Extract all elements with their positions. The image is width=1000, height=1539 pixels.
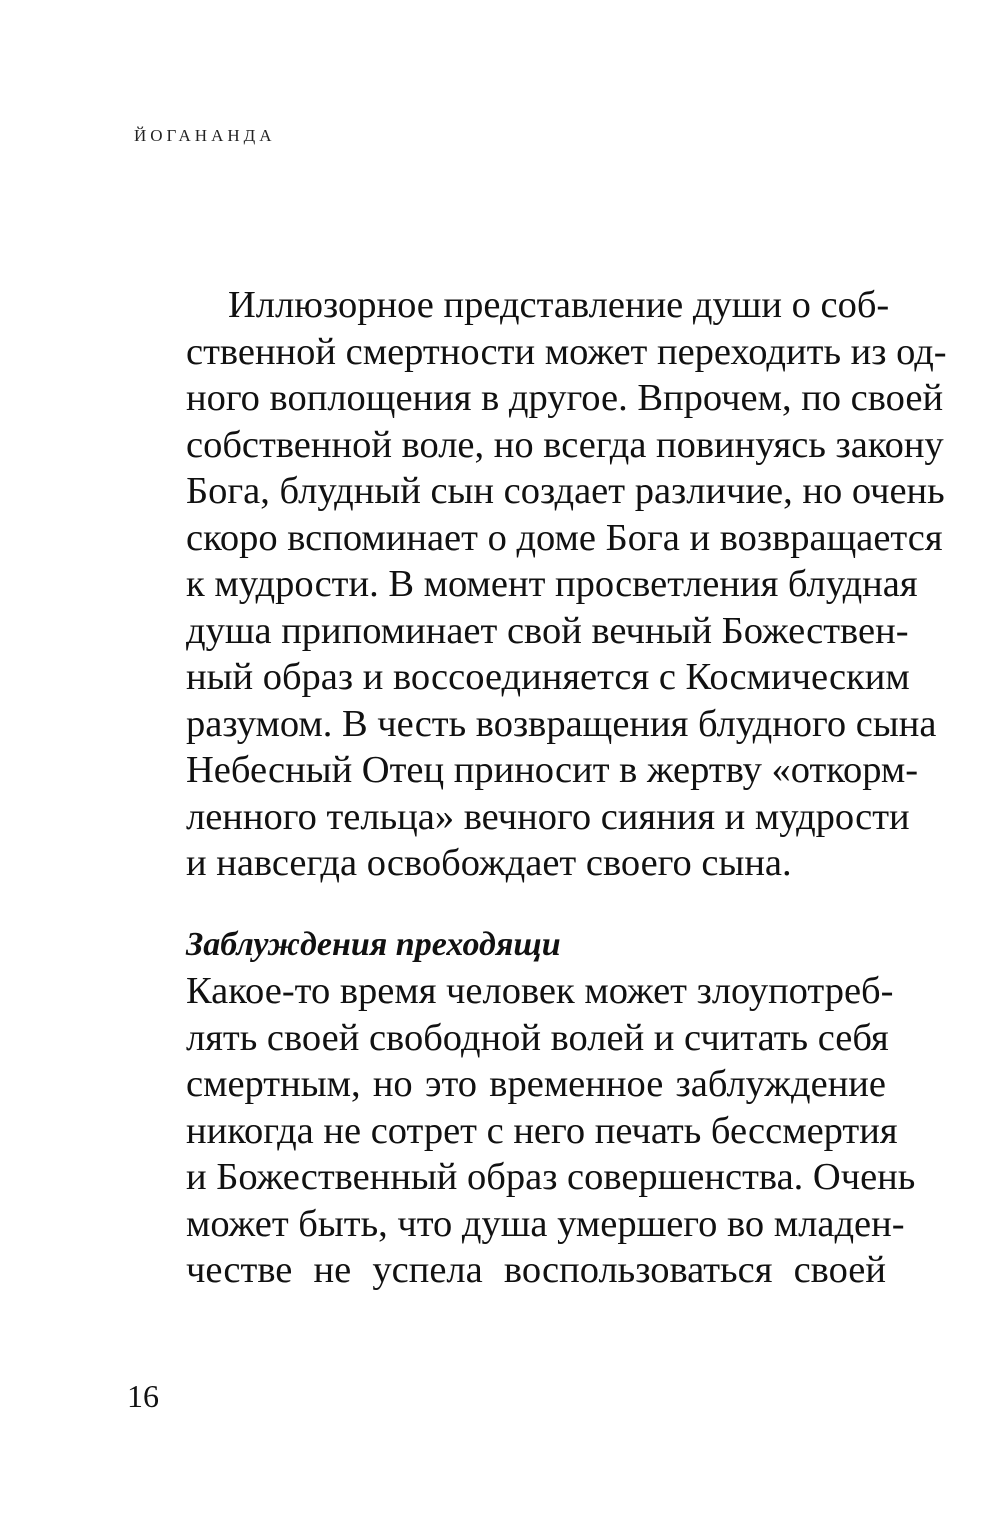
paragraph-1 — [186, 282, 947, 887]
paragraph-line: смертным, но это временное заблуждение — [186, 1063, 886, 1105]
paragraph-line: ного воплощения в другое. Впрочем, по своей — [186, 377, 944, 419]
paragraph-line: ленного тельца» вечного сияния и мудрости — [186, 795, 910, 838]
paragraph-line: душа припоминает свой вечный Божествен- — [186, 609, 909, 652]
paragraph-line: собственной воле, но всегда повинуясь закону — [186, 423, 944, 466]
running-header: ЙОГАНАНДА — [134, 126, 276, 145]
paragraph-line: честве не успела воспользоваться своей — [186, 1249, 886, 1291]
paragraph-line: к мудрости. В момент просветления блудная — [186, 563, 918, 605]
paragraph-line: лять своей свободной волей и считать себя — [186, 1016, 889, 1059]
paragraph-line: и Божественный образ совершенства. Очень — [186, 1156, 916, 1198]
paragraph-line: может быть, что душа умершего во младен- — [186, 1202, 905, 1245]
paragraph-line: Иллюзорное представление души о соб- — [228, 284, 890, 326]
paragraph-line: Какое-то время человек может злоупотреб- — [186, 970, 894, 1012]
paragraph-line: и навсегда освобождает своего сына. — [186, 842, 792, 884]
page-number: 16 — [127, 1378, 159, 1414]
paragraph-line: Бога, блудный сын создает различие, но очень — [186, 470, 945, 512]
paragraph-2 — [186, 968, 916, 1294]
paragraph-line: разумом. В честь возвращения блудного сына — [186, 702, 937, 745]
section-heading: Заблуждения преходящи — [186, 926, 561, 963]
paragraph-line: Небесный Отец приносит в жертву «откорм- — [186, 749, 919, 791]
paragraph-line: ный образ и воссоединяется с Космическим — [186, 656, 910, 698]
paragraph-line: никогда не сотрет с него печать бессмертия — [186, 1109, 898, 1152]
paragraph-line: ственной смертности может переходить из од- — [186, 330, 947, 373]
paragraph-line: скоро вспоминает о доме Бога и возвращается — [186, 516, 943, 559]
